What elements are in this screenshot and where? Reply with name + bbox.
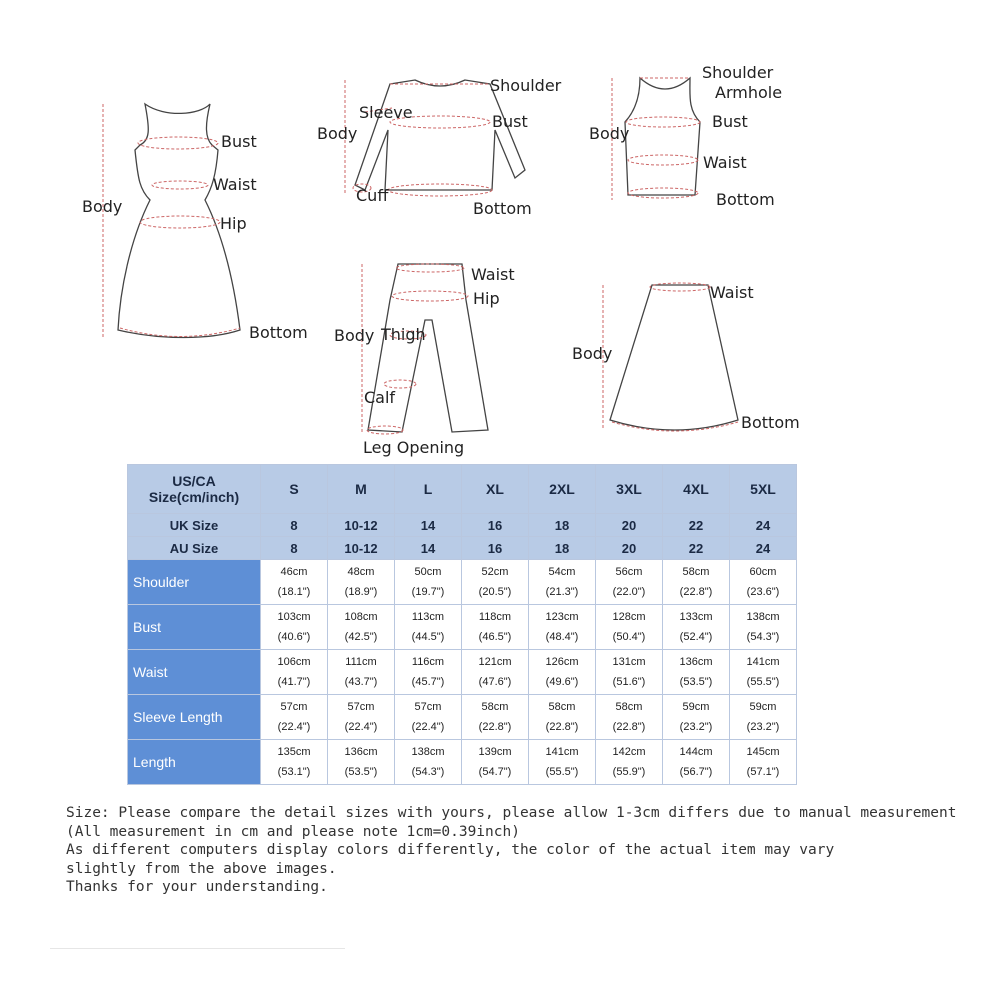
measurement-cell [730, 605, 797, 650]
measurement-cell [663, 650, 730, 695]
dress-bust-label: Bust [221, 132, 257, 151]
measurement-inch: (54.3") [746, 631, 780, 643]
measurement-inch: (41.7") [277, 676, 311, 688]
note-line: slightly from the above images. [66, 860, 337, 877]
measurement-inch: (22.8") [545, 721, 579, 733]
measurement-cm: 141cm [545, 746, 579, 758]
size-header-line2: Size(cm/inch) [148, 489, 240, 505]
measurement-row [128, 605, 797, 650]
au-size-cell: 8 [261, 537, 328, 560]
measurement-inch: (48.4") [545, 631, 579, 643]
measurement-inch: (43.7") [344, 676, 378, 688]
measurement-inch: (45.7") [411, 676, 445, 688]
measurement-inch: (40.6") [277, 631, 311, 643]
divider [50, 948, 345, 949]
dress-bottom-label: Bottom [249, 323, 308, 342]
measurement-cm: 116cm [411, 656, 445, 668]
size-chart-body [128, 465, 797, 785]
dress-waist-label: Waist [213, 175, 257, 194]
measurement-cell [596, 695, 663, 740]
measurement-cm: 60cm [749, 566, 777, 578]
measurement-cell [328, 695, 395, 740]
measurement-cell [730, 560, 797, 605]
measurement-cell [596, 650, 663, 695]
measurement-inch: (44.5") [411, 631, 445, 643]
measurement-cell [261, 650, 328, 695]
measurement-label: Length [128, 740, 261, 785]
measurement-cell [328, 605, 395, 650]
measurement-cell [529, 740, 596, 785]
measurement-cell [395, 695, 462, 740]
vest-armhole-label: Armhole [715, 83, 783, 102]
top-cuff-label: Cuff [356, 186, 389, 205]
measurement-cell [529, 695, 596, 740]
measurement-cell [395, 740, 462, 785]
measurement-inch: (49.6") [545, 676, 579, 688]
au-size-cell: 20 [596, 537, 663, 560]
uk-size-label: UK Size [128, 514, 261, 537]
measurement-cell [395, 605, 462, 650]
measurement-cm: 145cm [746, 746, 780, 758]
measurement-cell [596, 605, 663, 650]
measurement-cell [663, 740, 730, 785]
measurement-cell [663, 560, 730, 605]
measurement-inch: (22.8") [478, 721, 512, 733]
measurement-cm: 136cm [344, 746, 378, 758]
measurement-cell [529, 605, 596, 650]
size-header-row [128, 465, 797, 514]
measurement-cm: 126cm [545, 656, 579, 668]
au-size-row [128, 537, 797, 560]
measurement-inch: (20.5") [478, 586, 512, 598]
measurement-cm: 57cm [280, 701, 308, 713]
measurement-cm: 59cm [682, 701, 710, 713]
garment-diagrams [0, 0, 1000, 460]
uk-size-row [128, 514, 797, 537]
top-sleeve-label: Sleeve [359, 103, 413, 122]
measurement-cell [462, 740, 529, 785]
au-size-cell: 16 [462, 537, 529, 560]
measurement-cm: 50cm [414, 566, 442, 578]
measurement-cell [663, 605, 730, 650]
measurement-cm: 113cm [411, 611, 445, 623]
uk-size-cell: 10-12 [328, 514, 395, 537]
measurement-inch: (18.1") [277, 586, 311, 598]
measurement-cm: 128cm [612, 611, 646, 623]
measurement-cm: 58cm [682, 566, 710, 578]
measurement-inch: (55.5") [746, 676, 780, 688]
top-bottom-label: Bottom [473, 199, 532, 218]
measurement-cell [261, 695, 328, 740]
measurement-cm: 57cm [347, 701, 375, 713]
measurement-cm: 118cm [478, 611, 512, 623]
measurement-inch: (18.9") [344, 586, 378, 598]
measurement-inch: (22.8") [612, 721, 646, 733]
measurement-inch: (21.3") [545, 586, 579, 598]
top-shoulder-label: Shoulder [490, 76, 562, 95]
measurement-cell [529, 560, 596, 605]
uk-size-cell: 22 [663, 514, 730, 537]
measurement-cell [462, 695, 529, 740]
measurement-inch: (23.2") [746, 721, 780, 733]
size-header-corner [128, 465, 261, 514]
skirt-bottom-label: Bottom [741, 413, 800, 432]
measurement-cm: 121cm [478, 656, 512, 668]
measurement-inch: (57.1") [746, 766, 780, 778]
measurement-cm: 144cm [679, 746, 713, 758]
measurement-cell [395, 650, 462, 695]
pants-leg-opening-label: Leg Opening [363, 438, 465, 457]
measurement-label: Waist [128, 650, 261, 695]
measurement-cm: 111cm [345, 656, 377, 668]
size-col-header: 4XL [663, 465, 730, 514]
measurement-cm: 123cm [545, 611, 579, 623]
measurement-cm: 142cm [612, 746, 646, 758]
measurement-cm: 52cm [481, 566, 509, 578]
measurement-cm: 133cm [679, 611, 713, 623]
measurement-inch: (56.7") [679, 766, 713, 778]
measurement-inch: (42.5") [344, 631, 378, 643]
size-col-header: M [328, 465, 395, 514]
au-size-label: AU Size [128, 537, 261, 560]
measurement-inch: (22.4") [411, 721, 445, 733]
uk-size-cell: 24 [730, 514, 797, 537]
measurement-inch: (52.4") [679, 631, 713, 643]
size-col-header: 2XL [529, 465, 596, 514]
measurement-cell [730, 695, 797, 740]
note-line: Size: Please compare the detail sizes with yours, please allow 1-3cm differs due to manual measurement [66, 805, 957, 821]
vest-outline [625, 78, 700, 195]
measurement-cell [261, 740, 328, 785]
uk-size-cell: 14 [395, 514, 462, 537]
measurement-inch: (23.2") [679, 721, 713, 733]
measurement-cm: 56cm [615, 566, 643, 578]
measurement-cm: 58cm [481, 701, 509, 713]
measurement-cm: 138cm [746, 611, 780, 623]
measurement-cell [730, 650, 797, 695]
measurement-row [128, 695, 797, 740]
measurement-inch: (53.5") [679, 676, 713, 688]
dress-body-label: Body [82, 197, 123, 216]
pants-calf-label: Calf [364, 388, 396, 407]
skirt-body-label: Body [572, 344, 613, 363]
measurement-cm: 138cm [411, 746, 445, 758]
vest-body-label: Body [589, 124, 630, 143]
measurement-cell [462, 650, 529, 695]
size-col-header: S [261, 465, 328, 514]
top-body-label: Body [317, 124, 358, 143]
measurement-label: Sleeve Length [128, 695, 261, 740]
measurement-cm: 106cm [277, 656, 311, 668]
measurement-inch: (46.5") [478, 631, 512, 643]
measurement-row [128, 650, 797, 695]
measurement-cell [462, 560, 529, 605]
measurement-cm: 46cm [280, 566, 308, 578]
measurement-cell [328, 740, 395, 785]
top-outline [355, 80, 525, 190]
dress-hip-label: Hip [220, 214, 247, 233]
pants-waist-label: Waist [471, 265, 515, 284]
uk-size-cell: 20 [596, 514, 663, 537]
measurement-cell [663, 695, 730, 740]
measurement-inch: (54.3") [411, 766, 445, 778]
pants-hip-label: Hip [473, 289, 500, 308]
uk-size-cell: 16 [462, 514, 529, 537]
measurement-cell [328, 650, 395, 695]
vest-shoulder-label: Shoulder [702, 63, 774, 82]
measurement-cm: 136cm [679, 656, 713, 668]
measurement-cell [328, 560, 395, 605]
size-header-line1: US/CA [172, 473, 216, 489]
size-notes [66, 804, 957, 897]
measurement-cell [596, 740, 663, 785]
measurement-cm: 108cm [344, 611, 378, 623]
measurement-cell [730, 740, 797, 785]
au-size-cell: 24 [730, 537, 797, 560]
measurement-cell [261, 605, 328, 650]
uk-size-cell: 18 [529, 514, 596, 537]
size-col-header: L [395, 465, 462, 514]
vest-bust-label: Bust [712, 112, 748, 131]
measurement-inch: (51.6") [612, 676, 646, 688]
measurement-label: Bust [128, 605, 261, 650]
pants-body-label: Body [334, 326, 375, 345]
measurement-cm: 58cm [615, 701, 643, 713]
measurement-cell [395, 560, 462, 605]
measurement-cm: 57cm [414, 701, 442, 713]
skirt-waist-label: Waist [710, 283, 754, 302]
measurement-inch: (53.1") [277, 766, 311, 778]
measurement-inch: (23.6") [746, 586, 780, 598]
size-col-header: XL [462, 465, 529, 514]
measurement-cell [529, 650, 596, 695]
measurement-inch: (22.4") [344, 721, 378, 733]
measurement-cell [261, 560, 328, 605]
pants-thigh-label: Thigh [381, 325, 426, 344]
measurement-inch: (19.7") [411, 586, 445, 598]
measurement-cm: 48cm [347, 566, 375, 578]
top-bust-label: Bust [492, 112, 528, 131]
measurement-cm: 135cm [277, 746, 311, 758]
au-size-cell: 18 [529, 537, 596, 560]
au-size-cell: 14 [395, 537, 462, 560]
measurement-cm: 139cm [478, 746, 512, 758]
measurement-inch: (53.5") [344, 766, 378, 778]
uk-size-cell: 8 [261, 514, 328, 537]
note-line: (All measurement in cm and please note 1cm=0.39inch) [66, 823, 520, 840]
measurement-inch: (22.4") [277, 721, 311, 733]
measurement-inch: (55.5") [545, 766, 579, 778]
au-size-cell: 10-12 [328, 537, 395, 560]
measurement-cell [596, 560, 663, 605]
measurement-cm: 141cm [746, 656, 780, 668]
vest-waist-label: Waist [703, 153, 747, 172]
measurement-cm: 131cm [612, 656, 646, 668]
size-col-header: 5XL [730, 465, 797, 514]
measurement-cell [462, 605, 529, 650]
size-col-header: 3XL [596, 465, 663, 514]
measurement-inch: (54.7") [478, 766, 512, 778]
measurement-label: Shoulder [128, 560, 261, 605]
size-chart-table [127, 464, 797, 785]
measurement-inch: (50.4") [612, 631, 646, 643]
skirt-outline [610, 285, 738, 430]
measurement-inch: (22.8") [679, 586, 713, 598]
measurement-inch: (22.0") [612, 586, 646, 598]
note-line: As different computers display colors differently, the color of the actual item may vary [66, 842, 835, 858]
measurement-row [128, 560, 797, 605]
vest-bottom-label: Bottom [716, 190, 775, 209]
measurement-row [128, 740, 797, 785]
au-size-cell: 22 [663, 537, 730, 560]
measurement-cm: 103cm [277, 611, 311, 623]
measurement-inch: (55.9") [612, 766, 646, 778]
note-line: Thanks for your understanding. [66, 879, 328, 895]
measurement-cm: 58cm [548, 701, 576, 713]
garment-sketches [0, 0, 1000, 460]
measurement-inch: (47.6") [478, 676, 512, 688]
measurement-cm: 59cm [749, 701, 777, 713]
measurement-cm: 54cm [548, 566, 576, 578]
